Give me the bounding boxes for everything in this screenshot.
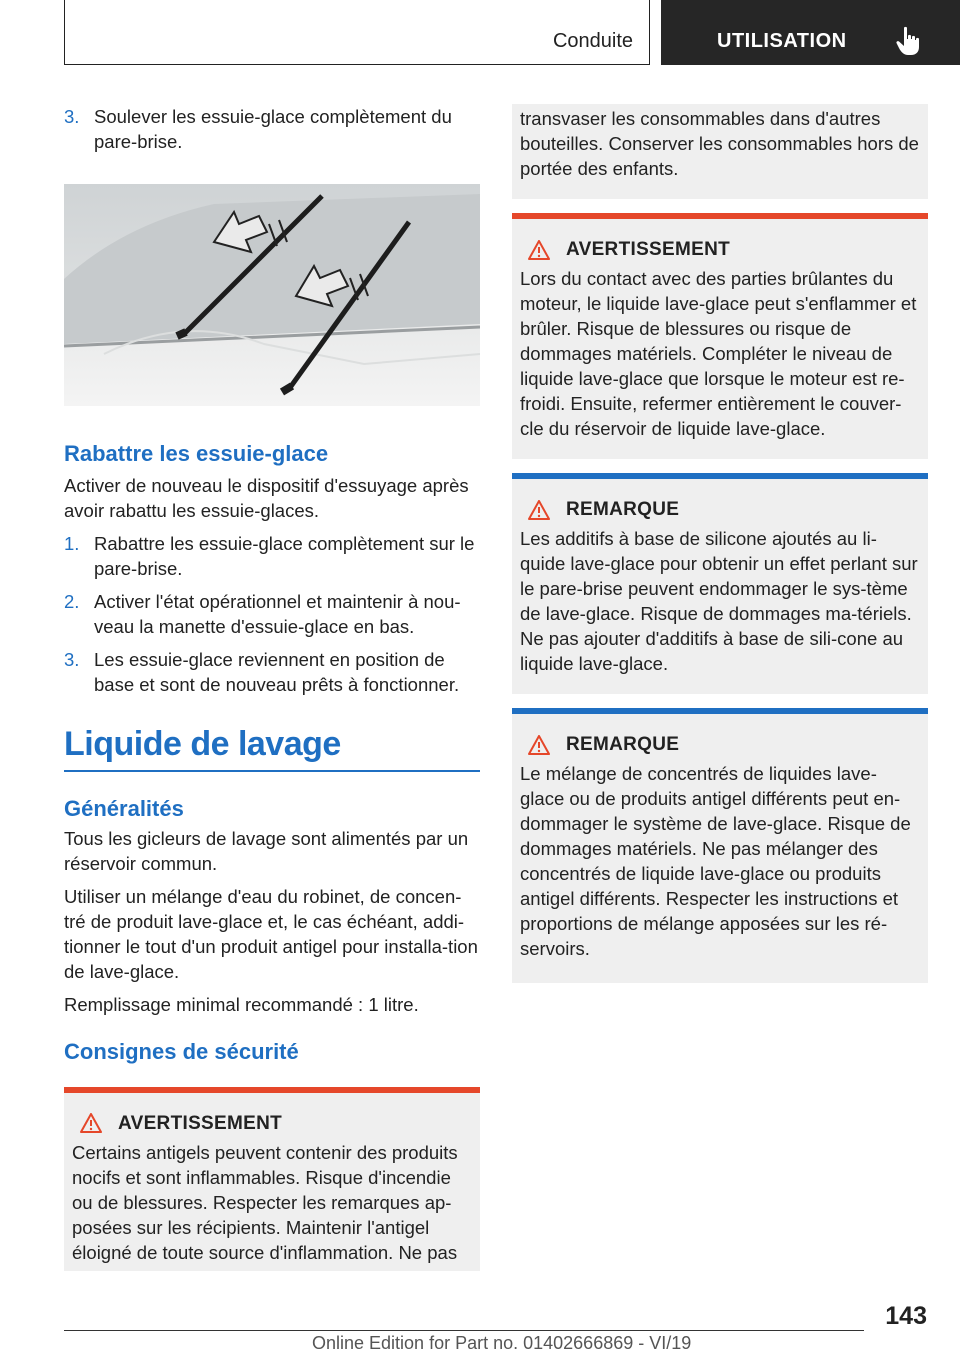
step-number: 2. — [64, 591, 80, 612]
notice-box — [512, 479, 928, 694]
warning-box-hot-engine — [512, 213, 928, 459]
page-number: 143 — [885, 1302, 927, 1330]
header-section-label: Conduite — [552, 30, 633, 52]
paragraph: Remplissage minimal recommandé : 1 litre. — [64, 993, 419, 1015]
step-text: Les essuie-glace reviennent en position de base et sont de nouveau prêts à fonctionner. — [94, 649, 460, 695]
step-text: Soulever les essuie-glace complètement du pare-brise. — [94, 106, 452, 152]
warning-text: Lors du contact avec des parties brûlantes du moteur, le liquide lave-glace peut s'enflammer et brûler. Risque de blessures ou risque de dommages matériels. Compléter le niveau de liquide lave-glace que lorsque le moteur est re-froidi. Ensuite, refermer entièrement le couver-cle du réservoir de liquide lave-glace. — [520, 268, 917, 439]
notice-box-mixing — [512, 708, 928, 983]
heading-fold-wipers: Rabattre les essuie-glace — [64, 441, 329, 466]
notice-title-text: REMARQUE — [566, 734, 680, 755]
section-fold-wipers — [64, 441, 480, 697]
notice-title — [520, 732, 920, 757]
paragraph: Tous les gicleurs de lavage sont alimentés par un réservoir commun. — [64, 827, 469, 874]
step-lift-wipers — [64, 104, 480, 154]
warning-box — [64, 1093, 480, 1271]
warning-title-text: AVERTISSEMENT — [566, 239, 731, 260]
step-number: 3. — [64, 649, 80, 670]
list-item — [64, 531, 480, 581]
notice-text: Le mélange de concentrés de liquides lave-glace ou de produits antigel différents peut en-dommager le système de lave-glace. Risque de dommages matériels. Ne pas mélanger des concentrés de liquide lave-glace ou produits antigel différents. Respecter les instructions et proportions de mélange apposées sur les ré-servoirs. — [520, 763, 911, 959]
heading-safety: Consignes de sécurité — [64, 1038, 299, 1064]
list-item — [64, 589, 480, 639]
pointing-hand-icon — [895, 25, 921, 57]
warning-triangle-icon — [80, 1113, 102, 1133]
warning-title-text: AVERTISSEMENT — [118, 1112, 283, 1134]
header-section-tab — [64, 0, 650, 65]
heading-rule — [64, 770, 480, 772]
notice-title — [520, 497, 920, 522]
heading-washer-fluid: Liquide de lavage — [64, 725, 341, 763]
warning-title — [72, 1111, 472, 1136]
footer-rule — [64, 1330, 864, 1331]
warning-triangle-icon — [528, 240, 550, 260]
notice-box-silicone — [512, 473, 928, 694]
heading-general: Généralités — [64, 795, 184, 821]
notice-box — [512, 714, 928, 983]
warning-text: Certains antigels peuvent contenir des produits nocifs et sont inflammables. Risque d'incendie ou de blessures. Respecter les remarques ap-posées sur les récipients. Maintenir l'antigel éloigné de toute source d'inflammation. Ne pas — [72, 1141, 458, 1263]
section-washer-fluid — [64, 725, 480, 1017]
right-column — [512, 104, 928, 983]
header-chapter-tab — [661, 0, 960, 65]
step-number: 1. — [64, 533, 80, 554]
notice-text: Les additifs à base de silicone ajoutés au li-quide lave-glace pour obtenir un effet perlant sur le pare-brise peuvent endommager le sys-tème de lave-glace. Risque de dommages ma-tériels. Ne pas ajouter d'additifs à base de sili-cone au liquide lave-glace. — [520, 528, 918, 674]
warning-title — [520, 237, 920, 262]
footer-edition: Online Edition for Part no. 01402666869 - VI/19 — [312, 1333, 692, 1353]
windshield-wiper-illustration — [64, 184, 480, 406]
warning-triangle-icon — [528, 500, 550, 520]
list-item — [64, 647, 480, 697]
left-column — [64, 104, 480, 1271]
paragraph: Activer de nouveau le dispositif d'essuyage après avoir rabattu les essuie-glaces. — [64, 475, 469, 521]
warning-text-continued: transvaser les consommables dans d'autres bouteilles. Conserver les consommables hors de portée des enfants. — [520, 108, 919, 179]
header-chapter-label: UTILISATION — [717, 30, 847, 52]
paragraph: Utiliser un mélange d'eau du robinet, de concen-tré de produit lave-glace et, le cas échéant, addi-tionner le tout d'un produit antigel pour installa-tion de lave-glace. — [64, 885, 478, 982]
warning-box-continued — [512, 104, 928, 199]
notice-title-text: REMARQUE — [566, 499, 680, 520]
warning-box — [512, 219, 928, 459]
section-safety — [64, 1039, 480, 1271]
step-text: Rabattre les essuie-glace complètement sur le pare-brise. — [94, 533, 475, 579]
warning-triangle-icon — [528, 735, 550, 755]
step-number: 3. — [64, 106, 80, 127]
step-text: Activer l'état opérationnel et maintenir à nou-veau la manette d'essuie-glace en bas. — [94, 591, 461, 637]
